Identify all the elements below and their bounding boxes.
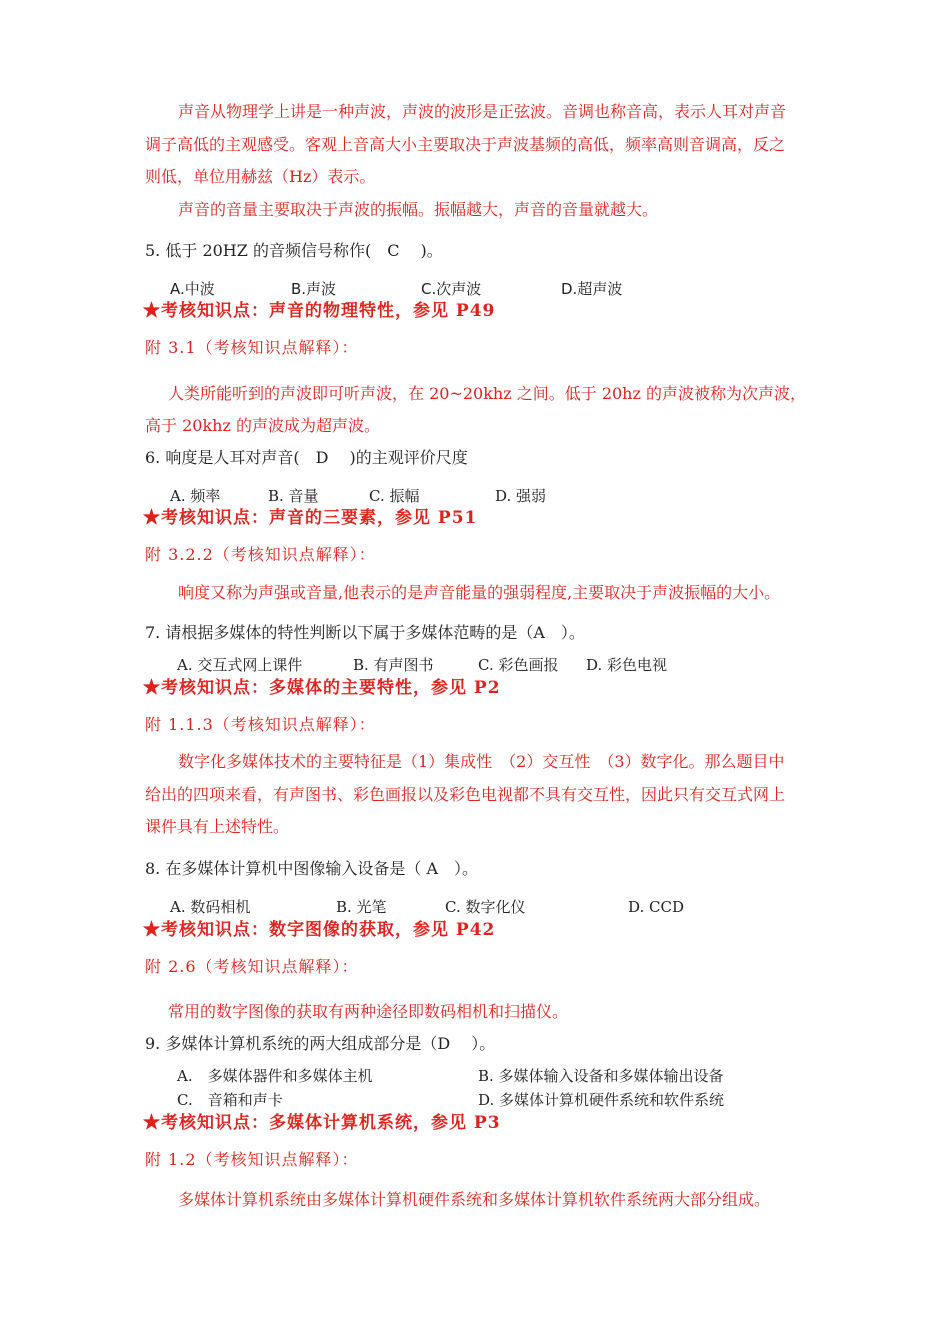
question-8-appendix-heading: 附 2.6（考核知识点解释）： bbox=[145, 957, 359, 976]
question-9-explanation-line-1: 多媒体计算机系统由多媒体计算机硬件系统和多媒体计算机软件系统两大部分组成。 bbox=[178, 1190, 771, 1209]
question-8-option-b: B. 光笔 bbox=[336, 898, 387, 916]
question-9-option-b: B. 多媒体输入设备和多媒体输出设备 bbox=[478, 1067, 724, 1085]
question-8-option-c: C. 数字化仪 bbox=[445, 898, 526, 916]
question-7-stem: 7. 请根据多媒体的特性判断以下属于多媒体范畴的是（A ）。 bbox=[145, 623, 585, 642]
question-9-appendix-heading: 附 1.2（考核知识点解释）： bbox=[145, 1150, 359, 1169]
intro-paragraph-1-line-1: 声音从物理学上讲是一种声波，声波的波形是正弦波。音调也称音高，表示人耳对声音 bbox=[178, 102, 787, 121]
question-9-stem: 9. 多媒体计算机系统的两大组成部分是（D ）。 bbox=[145, 1034, 496, 1053]
question-7-explanation-line-2: 给出的四项来看，有声图书、彩色画报以及彩色电视都不具有交互性，因此只有交互式网上 bbox=[145, 785, 786, 804]
question-6-option-b: B. 音量 bbox=[268, 487, 319, 505]
question-6-explanation-line-1: 响度又称为声强或音量,他表示的是声音能量的强弱程度,主要取决于声波振幅的大小。 bbox=[178, 583, 781, 602]
intro-paragraph-1-line-3: 则低，单位用赫兹（Hz）表示。 bbox=[145, 167, 376, 186]
question-6-option-d: D. 强弱 bbox=[495, 487, 547, 505]
question-7-option-c: C. 彩色画报 bbox=[478, 656, 559, 674]
question-6-knowledge-point: ★考核知识点：声音的三要素，参见 P51 bbox=[143, 508, 478, 528]
question-5-option-c: C.次声波 bbox=[421, 280, 482, 298]
question-7-explanation-line-3: 课件具有上述特性。 bbox=[145, 817, 290, 836]
question-9-knowledge-point: ★考核知识点：多媒体计算机系统，参见 P3 bbox=[143, 1113, 501, 1133]
question-8-option-d: D. CCD bbox=[628, 898, 685, 916]
question-9-option-c: C. 音箱和声卡 bbox=[177, 1091, 283, 1109]
question-8-explanation-line-1: 常用的数字图像的获取有两种途径即数码相机和扫描仪。 bbox=[168, 1002, 569, 1021]
question-5-knowledge-point: ★考核知识点：声音的物理特性，参见 P49 bbox=[143, 301, 496, 321]
intro-paragraph-1-line-2: 调子高低的主观感受。客观上音高大小主要取决于声波基频的高低，频率高则音调高，反之 bbox=[145, 135, 786, 154]
question-7-option-b: B. 有声图书 bbox=[353, 656, 434, 674]
question-5-appendix-heading: 附 3.1（考核知识点解释）： bbox=[145, 338, 359, 357]
intro-paragraph-2: 声音的音量主要取决于声波的振幅。振幅越大，声音的音量就越大。 bbox=[178, 200, 659, 219]
question-8-stem: 8. 在多媒体计算机中图像输入设备是（ A ）。 bbox=[145, 859, 478, 878]
question-8-knowledge-point: ★考核知识点：数字图像的获取，参见 P42 bbox=[143, 920, 496, 940]
question-6-stem: 6. 响度是人耳对声音( D )的主观评价尺度 bbox=[145, 448, 468, 467]
question-8-option-a: A. 数码相机 bbox=[170, 898, 251, 916]
question-7-appendix-heading: 附 1.1.3（考核知识点解释）： bbox=[145, 715, 376, 734]
question-6-option-a: A. 频率 bbox=[170, 487, 221, 505]
question-6-appendix-heading: 附 3.2.2（考核知识点解释）： bbox=[145, 545, 376, 564]
question-5-explanation-line-1: 人类所能听到的声波即可听声波，在 20~20khz 之间。低于 20hz 的声波被称为次声波， bbox=[168, 384, 806, 403]
question-7-knowledge-point: ★考核知识点：多媒体的主要特性，参见 P2 bbox=[143, 678, 501, 698]
question-5-option-d: D.超声波 bbox=[561, 280, 623, 298]
question-9-option-d: D. 多媒体计算机硬件系统和软件系统 bbox=[478, 1091, 725, 1109]
question-5-option-a: A.中波 bbox=[170, 280, 215, 298]
question-5-stem: 5. 低于 20HZ 的音频信号称作( C )。 bbox=[145, 241, 443, 260]
question-5-option-b: B.声波 bbox=[291, 280, 337, 298]
question-7-option-d: D. 彩色电视 bbox=[586, 656, 668, 674]
question-6-option-c: C. 振幅 bbox=[369, 487, 420, 505]
question-9-option-a: A. 多媒体器件和多媒体主机 bbox=[177, 1067, 373, 1085]
question-5-explanation-line-2: 高于 20khz 的声波成为超声波。 bbox=[145, 416, 380, 435]
question-7-explanation-line-1: 数字化多媒体技术的主要特征是（1）集成性 （2）交互性 （3）数字化。那么题目中 bbox=[178, 752, 785, 771]
question-7-option-a: A. 交互式网上课件 bbox=[177, 656, 303, 674]
